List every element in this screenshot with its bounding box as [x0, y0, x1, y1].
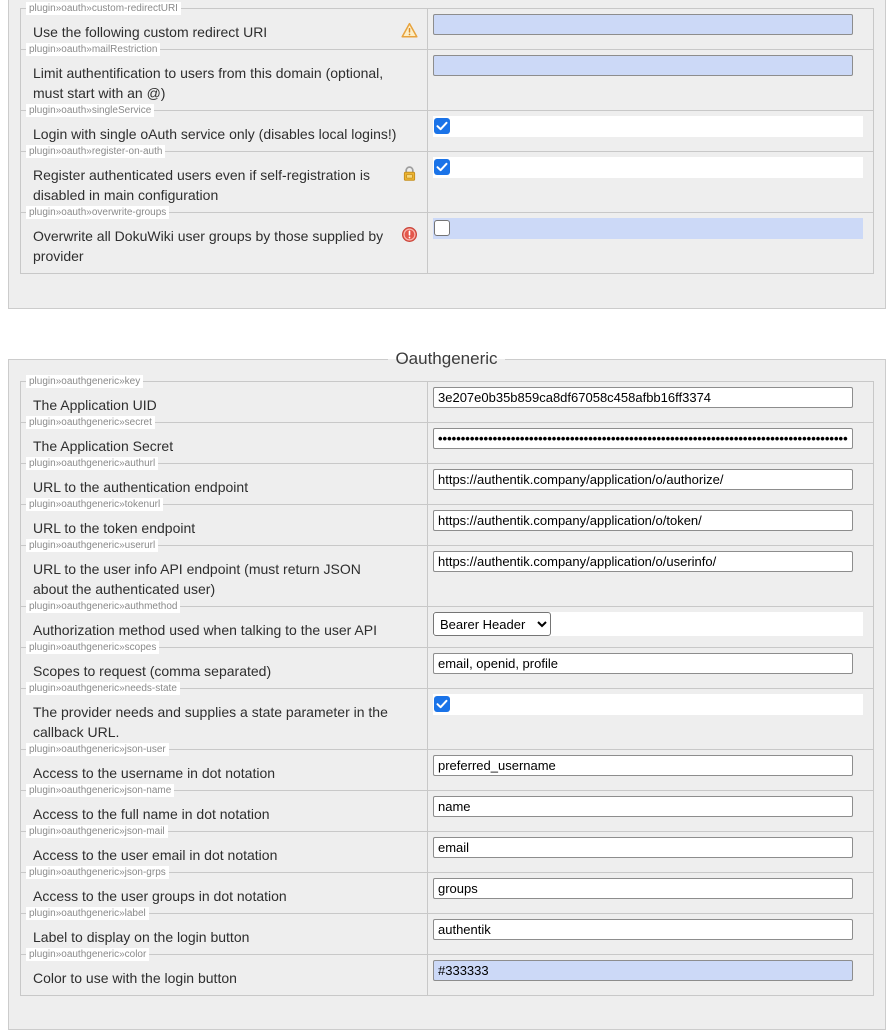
setting-input-cell	[428, 505, 874, 546]
setting-label: The Application UID	[33, 397, 157, 413]
setting-input-cell	[428, 382, 874, 423]
setting-select[interactable]	[433, 612, 551, 636]
setting-input-cell	[428, 791, 874, 832]
setting-key: plugin»oauthgeneric»tokenurl	[26, 498, 163, 511]
setting-input-cell	[428, 873, 874, 914]
setting-input-cell	[428, 955, 874, 996]
setting-label: Access to the username in dot notation	[33, 765, 276, 781]
setting-key: plugin»oauth»mailRestriction	[26, 43, 160, 56]
setting-label: Access to the user email in dot notation	[33, 847, 278, 863]
checkbox-checked[interactable]	[434, 696, 450, 712]
setting-key: plugin»oauth»singleService	[26, 104, 154, 117]
setting-key: plugin»oauthgeneric»secret	[26, 416, 155, 429]
select-bar	[433, 612, 863, 636]
setting-text-input[interactable]	[433, 510, 853, 531]
warning-icon	[401, 22, 418, 39]
setting-label: Overwrite all DokuWiki user groups by those supplied by provider	[33, 228, 384, 264]
setting-input-cell	[428, 750, 874, 791]
setting-label: Login with single oAuth service only (disables local logins!)	[33, 126, 397, 142]
config-row	[21, 213, 874, 274]
section-legend: Oauthgeneric	[395, 349, 498, 368]
setting-input-cell	[428, 464, 874, 505]
setting-label: The provider needs and supplies a state parameter in the callback URL.	[33, 704, 388, 740]
setting-password-input[interactable]	[433, 428, 853, 449]
setting-input-cell	[428, 546, 874, 607]
checkbox-bar[interactable]	[433, 116, 863, 137]
setting-text-input[interactable]	[433, 55, 853, 76]
setting-key: plugin»oauth»register-on-auth	[26, 145, 165, 158]
setting-key: plugin»oauthgeneric»scopes	[26, 641, 159, 654]
setting-key: plugin»oauthgeneric»userurl	[26, 539, 158, 552]
setting-text-input[interactable]	[433, 878, 853, 899]
setting-key: plugin»oauthgeneric»authmethod	[26, 600, 180, 613]
setting-label: Color to use with the login button	[33, 970, 237, 986]
setting-text-input[interactable]	[433, 837, 853, 858]
setting-input-cell	[428, 9, 874, 50]
setting-key: plugin»oauthgeneric»needs-state	[26, 682, 180, 695]
setting-label: Use the following custom redirect URI	[33, 24, 268, 40]
section-oauthgeneric	[8, 349, 886, 1030]
setting-input-cell	[428, 50, 874, 111]
setting-input-cell	[428, 607, 874, 648]
config-row	[21, 689, 874, 750]
setting-label: URL to the user info API endpoint (must return JSON about the authenticated user)	[33, 561, 361, 597]
setting-label-cell	[21, 683, 428, 750]
setting-text-input[interactable]	[433, 960, 853, 981]
setting-label: Label to display on the login button	[33, 929, 250, 945]
settings-table	[20, 376, 874, 996]
setting-label: Access to the user groups in dot notation	[33, 888, 287, 904]
checkbox-bar[interactable]	[433, 694, 863, 715]
config-row	[21, 50, 874, 111]
setting-label-cell	[21, 44, 428, 111]
setting-input-cell	[428, 689, 874, 750]
settings-table	[20, 3, 874, 274]
setting-label-cell	[21, 540, 428, 607]
setting-label: Limit authentification to users from this domain (optional, must start with an @)	[33, 65, 384, 101]
config-row	[21, 152, 874, 213]
setting-text-input[interactable]	[433, 14, 853, 35]
config-row	[21, 955, 874, 996]
setting-input-cell	[428, 111, 874, 152]
setting-label: Authorization method used when talking to the user API	[33, 622, 377, 638]
checkbox-checked[interactable]	[434, 159, 450, 175]
checkbox-bar[interactable]	[433, 218, 863, 239]
checkbox-unchecked[interactable]	[434, 220, 450, 236]
setting-key: plugin»oauth»custom-redirectURI	[26, 2, 181, 15]
lock-icon	[401, 165, 418, 182]
setting-label: URL to the token endpoint	[33, 520, 196, 536]
config-row	[21, 546, 874, 607]
setting-label: Access to the full name in dot notation	[33, 806, 270, 822]
setting-input-cell	[428, 152, 874, 213]
setting-input-cell	[428, 832, 874, 873]
setting-label: URL to the authentication endpoint	[33, 479, 249, 495]
setting-key: plugin»oauthgeneric»json-mail	[26, 825, 168, 838]
setting-label: Scopes to request (comma separated)	[33, 663, 272, 679]
setting-key: plugin»oauthgeneric»color	[26, 948, 149, 961]
setting-key: plugin»oauthgeneric»key	[26, 375, 143, 388]
setting-text-input[interactable]	[433, 919, 853, 940]
setting-input-cell	[428, 914, 874, 955]
setting-label-cell	[21, 146, 428, 213]
checkbox-bar[interactable]	[433, 157, 863, 178]
setting-text-input[interactable]	[433, 653, 853, 674]
setting-input-cell	[428, 423, 874, 464]
setting-text-input[interactable]	[433, 469, 853, 490]
setting-key: plugin»oauth»overwrite-groups	[26, 206, 169, 219]
setting-text-input[interactable]	[433, 551, 853, 572]
setting-label-cell	[21, 207, 428, 274]
setting-input-cell	[428, 648, 874, 689]
setting-text-input[interactable]	[433, 755, 853, 776]
setting-key: plugin»oauthgeneric»json-name	[26, 784, 174, 797]
setting-input-cell	[428, 213, 874, 274]
section-oauth	[8, 0, 886, 309]
setting-label: Register authenticated users even if self-registration is disabled in main configuration	[33, 167, 370, 203]
checkbox-checked[interactable]	[434, 118, 450, 134]
error-icon	[401, 226, 418, 243]
setting-key: plugin»oauthgeneric»json-user	[26, 743, 169, 756]
setting-label-cell	[21, 949, 428, 996]
setting-key: plugin»oauthgeneric»label	[26, 907, 149, 920]
setting-text-input[interactable]	[433, 387, 853, 408]
setting-key: plugin»oauthgeneric»json-grps	[26, 866, 169, 879]
setting-key: plugin»oauthgeneric»authurl	[26, 457, 158, 470]
setting-text-input[interactable]	[433, 796, 853, 817]
setting-label: The Application Secret	[33, 438, 174, 454]
